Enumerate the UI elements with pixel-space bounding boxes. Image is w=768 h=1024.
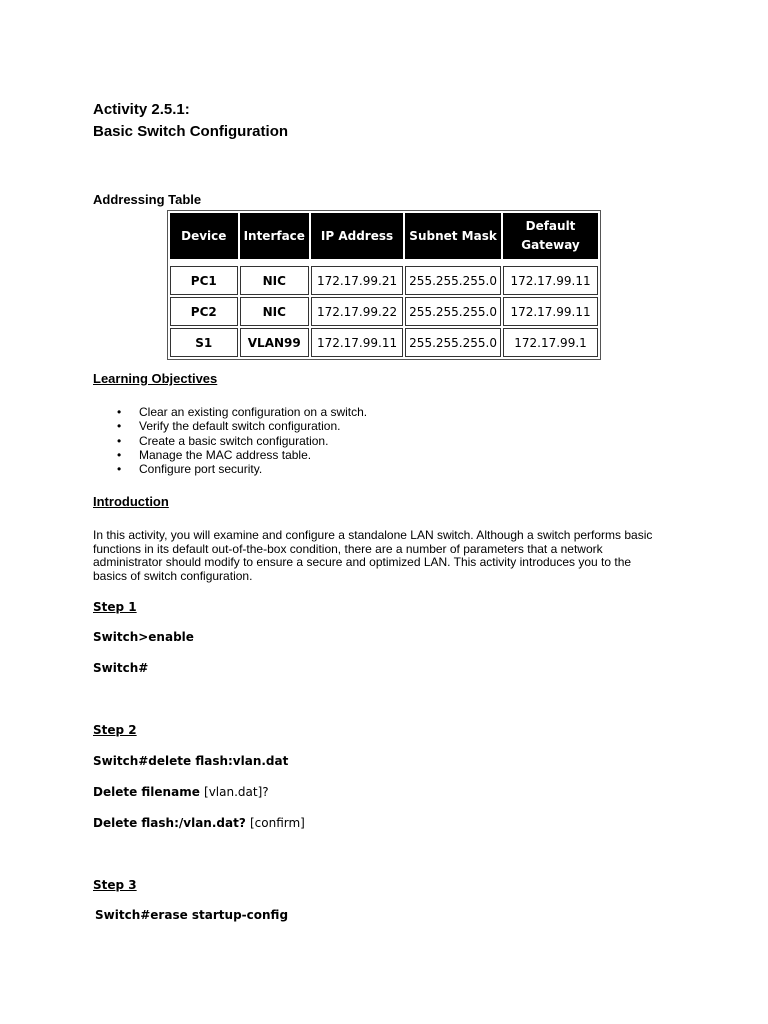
- list-item-text: Configure port security.: [139, 462, 263, 477]
- list-item-text: Create a basic switch configuration.: [139, 433, 329, 448]
- list-item: [117, 462, 367, 476]
- cell-device: S1: [170, 328, 238, 357]
- list-item-text: Verify the default switch configuration.: [139, 419, 341, 434]
- list-item-text: Manage the MAC address table.: [139, 447, 312, 462]
- step-1-prompt: Switch#: [93, 661, 149, 675]
- col-header-gateway: Default Gateway: [503, 213, 598, 259]
- list-item: [117, 419, 367, 433]
- objectives-list: [117, 405, 367, 476]
- cell-mask: 255.255.255.0: [405, 328, 501, 357]
- cell-interface: VLAN99: [240, 328, 309, 357]
- step-2-command-delete: Switch#delete flash:vlan.dat: [93, 754, 289, 768]
- title-line-2: Basic Switch Configuration: [93, 123, 289, 140]
- confirm-value: [confirm]: [249, 816, 305, 830]
- introduction-heading: Introduction: [93, 494, 169, 509]
- addressing-table-wrapper: [167, 210, 601, 360]
- delete-filename-value: [vlan.dat]?: [204, 785, 269, 799]
- col-header-interface: Interface: [240, 213, 309, 259]
- cell-device: PC1: [170, 266, 238, 295]
- bullet-icon: •: [117, 405, 122, 419]
- table-row: [170, 328, 598, 357]
- bullet-icon: •: [117, 419, 122, 434]
- step-1-heading: Step 1: [93, 600, 137, 614]
- list-item-text: Clear an existing configuration on a switch.: [139, 405, 368, 419]
- delete-filename-label: Delete filename: [93, 785, 205, 799]
- col-header-ip: IP Address: [311, 213, 403, 259]
- cell-device: PC2: [170, 297, 238, 326]
- cell-mask: 255.255.255.0: [405, 266, 501, 295]
- cell-mask: 255.255.255.0: [405, 297, 501, 326]
- list-item: [117, 405, 367, 419]
- page-title: [93, 99, 288, 143]
- introduction-paragraph: [93, 529, 683, 583]
- list-item: [117, 434, 367, 448]
- cell-gateway: 172.17.99.11: [503, 297, 598, 326]
- cell-gateway: 172.17.99.11: [503, 266, 598, 295]
- col-header-mask: Subnet Mask: [405, 213, 501, 259]
- intro-line: administrator should modify to ensure a secure and optimized LAN. This activity introduces you to the: [93, 555, 632, 570]
- cell-ip: 172.17.99.21: [311, 266, 403, 295]
- cell-ip: 172.17.99.11: [311, 328, 403, 357]
- step-3-heading: Step 3: [93, 878, 137, 892]
- intro-line: In this activity, you will examine and configure a standalone LAN switch. Although a switch performs basic: [93, 528, 653, 542]
- addressing-table: [167, 210, 601, 360]
- confirm-label: Delete flash:/vlan.dat?: [93, 816, 250, 830]
- bullet-icon: •: [117, 433, 122, 448]
- table-header-row: [170, 213, 598, 259]
- table-row: [170, 297, 598, 326]
- bullet-icon: •: [117, 447, 122, 462]
- step-2-delete-filename-prompt: [93, 785, 269, 799]
- col-header-device: Device: [170, 213, 238, 259]
- step-1-command-enable: Switch>enable: [93, 630, 194, 644]
- intro-line: functions in its default out-of-the-box condition, there are a number of parameters that a network: [93, 541, 603, 556]
- table-row: [170, 266, 598, 295]
- title-line-1: Activity 2.5.1:: [93, 101, 190, 118]
- step-3-command-erase: Switch#erase startup-config: [95, 908, 289, 922]
- cell-gateway: 172.17.99.1: [503, 328, 598, 357]
- learning-objectives-heading: Learning Objectives: [93, 371, 218, 386]
- intro-line: basics of switch configuration.: [93, 568, 253, 583]
- cell-interface: NIC: [240, 266, 309, 295]
- step-2-heading: Step 2: [93, 723, 137, 737]
- step-2-confirm-prompt: [93, 816, 305, 830]
- cell-interface: NIC: [240, 297, 309, 326]
- bullet-icon: •: [117, 462, 122, 477]
- list-item: [117, 448, 367, 462]
- cell-ip: 172.17.99.22: [311, 297, 403, 326]
- addressing-table-heading: Addressing Table: [93, 192, 202, 207]
